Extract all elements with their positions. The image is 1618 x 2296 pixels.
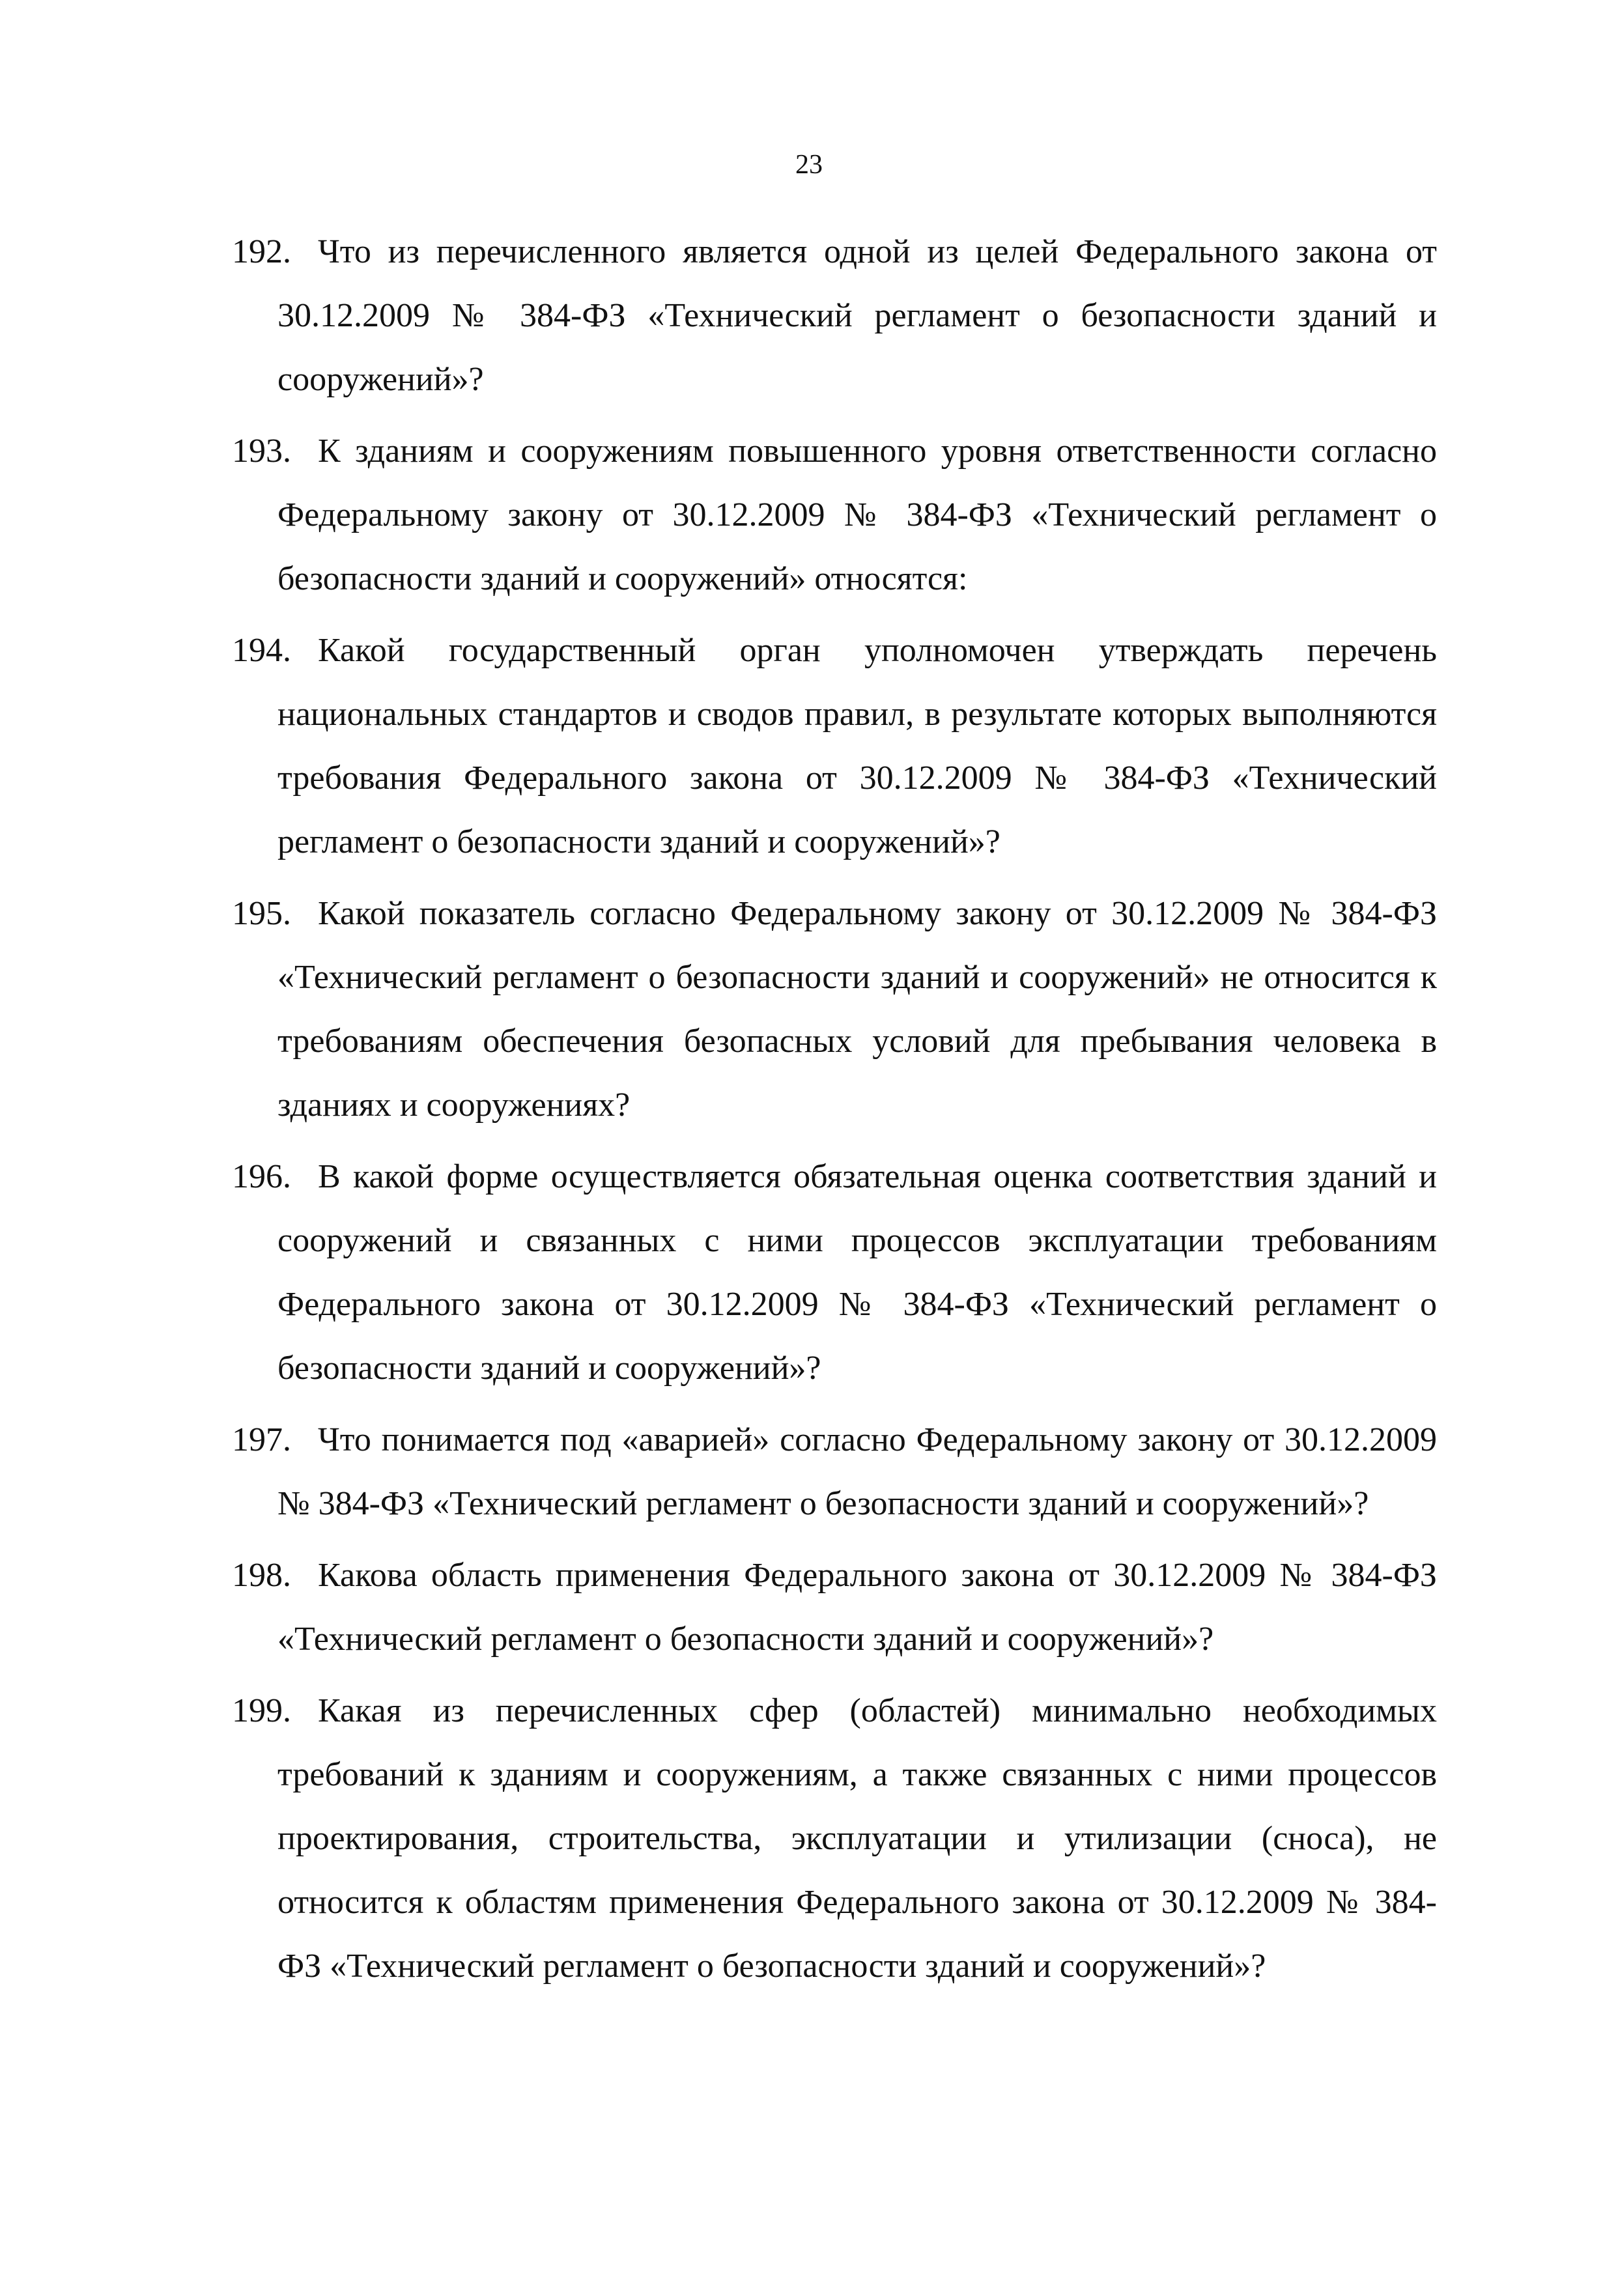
question-item-199: [232, 1679, 1437, 1998]
question-number: 197.: [232, 1421, 291, 1458]
question-item-194: [232, 619, 1437, 874]
question-text: Какая из перечисленных сфер (областей) минимально необходимых требований к зданиям и сооружениям, а также связанных с ними процессов проектирования, строительства, эксплуатации и утилизации (сноса), не относится к областям применения Федерального закона от 30.12.2009 № 384-ФЗ «Технический регламент о безопасности зданий и сооружений»?: [277, 1692, 1437, 1985]
question-number: 196.: [232, 1158, 291, 1195]
question-text: В какой форме осуществляется обязательная оценка соответствия зданий и сооружений и связанных с ними процессов эксплуатации требованиям Федерального закона от 30.12.2009 № 384-ФЗ «Технический регламент о безопасности зданий и сооружений»?: [277, 1158, 1437, 1387]
page-number: 23: [795, 150, 823, 180]
question-number: 195.: [232, 895, 291, 932]
question-text: Какова область применения Федерального закона от 30.12.2009 № 384-ФЗ «Технический регламент о безопасности зданий и сооружений»?: [277, 1557, 1437, 1658]
question-item-197: [232, 1408, 1437, 1536]
question-text: Какой показатель согласно Федеральному закону от 30.12.2009 № 384-ФЗ «Технический регламент о безопасности зданий и сооружений» не относится к требованиям обеспечения безопасных условий для пребывания человека в зданиях и сооружениях?: [277, 895, 1437, 1124]
question-item-196: [232, 1145, 1437, 1400]
question-item-195: [232, 882, 1437, 1137]
question-text: Что из перечисленного является одной из целей Федерального закона от 30.12.2009 № 384-ФЗ «Технический регламент о безопасности зданий и сооружений»?: [277, 233, 1437, 398]
question-number: 194.: [232, 632, 291, 669]
question-text: Какой государственный орган уполномочен утверждать перечень национальных стандартов и сводов правил, в результате которых выполняются требования Федерального закона от 30.12.2009 № 384-ФЗ «Технический регламент о безопасности зданий и сооружений»?: [277, 632, 1437, 860]
question-number: 199.: [232, 1692, 291, 1729]
question-list: [232, 220, 1437, 2006]
question-number: 192.: [232, 233, 291, 270]
question-item-198: [232, 1544, 1437, 1671]
question-text: Что понимается под «аварией» согласно Федеральному закону от 30.12.2009 № 384-ФЗ «Технический регламент о безопасности зданий и сооружений»?: [277, 1421, 1437, 1522]
question-item-192: [232, 220, 1437, 412]
question-item-193: [232, 419, 1437, 611]
question-number: 198.: [232, 1557, 291, 1594]
question-text: К зданиям и сооружениям повышенного уровня ответственности согласно Федеральному закону от 30.12.2009 № 384-ФЗ «Технический регламент о безопасности зданий и сооружений» относятся:: [277, 432, 1437, 597]
question-number: 193.: [232, 432, 291, 470]
